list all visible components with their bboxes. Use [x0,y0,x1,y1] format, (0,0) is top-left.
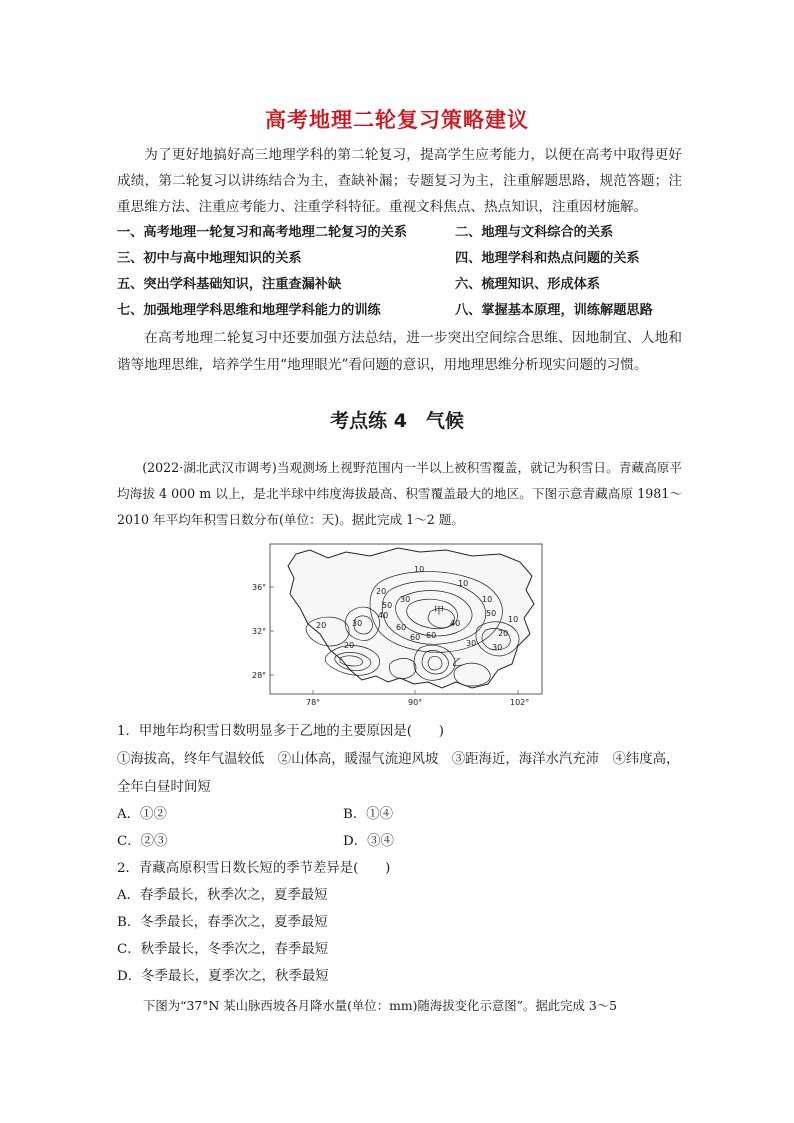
relations-row [117,298,682,324]
contour-label: 20 [316,621,327,630]
contour-label: 60 [426,631,437,640]
contour-label: 40 [450,619,461,628]
relation-item: 三、初中与高中地理知识的关系 [117,251,302,266]
lat-label: 32° [252,627,267,636]
contour-label: 40 [378,611,389,620]
intro-paragraph: 为了更好地搞好高三地理学科的第二轮复习，提高学生应考能力，以便在高考中取得更好成绩，第二轮复习以讲练结合为主，查缺补漏；专题复习为主，注重解题思路，规范答题；注重思维方法、注重应考能力、注重学科特征。重视文科焦点、热点知识，注重因材施解。 [117,147,682,215]
contour-label: 10 [482,595,493,604]
contour-label: 50 [486,609,497,618]
lon-label: 90° [408,698,423,707]
relation-item: 四、地理学科和热点问题的关系 [455,251,640,266]
question-1-statements: ①海拔高，终年气温较低 ②山体高，暖湿气流迎风坡 ③距海近，海洋水汽充沛 ④纬度高，全年白昼时间短 [117,752,680,795]
closing-paragraph: 在高考地理二轮复习中还要加强方法总结，进一步突出空间综合思维、因地制宜、人地和谐等地理思维，培养学生用“地理眼光”看问题的意识，用地理思维分析现实问题的习惯。 [117,330,682,373]
lat-label: 28° [252,671,267,680]
contour-label: 30 [466,639,477,648]
relations-row [117,220,682,246]
contour-label: 50 [382,601,393,610]
relation-item: 七、加强地理学科思维和地理学科能力的训练 [117,303,381,318]
section-title: 考点练 4 气候 [330,410,464,432]
contour-label: 20 [376,587,387,596]
contour-label: 10 [508,615,519,624]
contour-label: 30 [352,619,363,628]
question-2-stem: 2．青藏高原积雪日数长短的季节差异是( ) [117,861,391,876]
relation-item: 五、突出学科基础知识，注重查漏补缺 [117,277,342,292]
contour-label: 60 [410,633,421,642]
contour-label: 30 [400,595,411,604]
contour-label: 10 [414,565,425,574]
option-d[interactable]: D．冬季最长，夏季次之，秋季最短 [117,969,329,984]
document-title: 高考地理二轮复习策略建议 [265,108,529,132]
question-passage: (2022·湖北武汉市调考)当观测场上视野范围内一半以上被积雪覆盖，就记为积雪日。青藏高原平均海拔 4 000 m 以上，是北半球中纬度海拔最高、积雪覆盖最大的地区。下图示意青藏高原 1981～2010 年平均年积雪日数分布(单位：天)。据此完成 1～2 题。 [117,460,682,527]
lon-label: 78° [306,698,321,707]
contour-label: 60 [396,623,407,632]
option-a[interactable]: A．春季最长，秋季次之，夏季最短 [117,888,328,903]
relations-list [117,220,682,324]
plateau-outline [288,548,534,688]
lat-label: 36° [252,583,267,592]
contour-label: 20 [344,641,355,650]
place-label-yi: 乙 [452,658,462,669]
contour-label: 30 [492,643,503,652]
place-label-jia: 甲 [434,606,444,617]
relation-item: 八、掌握基本原理，训练解题思路 [455,303,653,318]
question-1-options-row [117,828,682,856]
relation-item: 六、梳理知识、形成体系 [455,277,601,292]
relations-row [117,246,682,272]
option-b[interactable]: B．①④ [343,807,394,822]
option-c[interactable]: C．秋季最长，冬季次之，春季最短 [117,942,329,957]
lon-label: 102° [510,698,530,707]
relations-row [117,272,682,298]
snow-days-contour-map [250,542,545,740]
question-1-stem: 1．甲地年均积雪日数明显多于乙地的主要原因是( ) [117,724,444,739]
question-1-options-row [117,801,682,829]
relation-item: 一、高考地理一轮复习和高考地理二轮复习的关系 [117,225,408,240]
relation-item: 二、地理与文科综合的关系 [455,225,614,240]
contour-label: 10 [458,579,469,588]
option-b[interactable]: B．冬季最长，春季次之，夏季最短 [117,915,328,930]
contour-label: 20 [498,629,509,638]
option-c[interactable]: C．②③ [117,834,168,849]
option-d[interactable]: D．③④ [343,834,394,849]
next-question-intro: 下图为“37°N 某山脉西坡各月降水量(单位：mm)随海拔变化示意图”。据此完成 3～5 [143,998,618,1013]
option-a[interactable]: A．①② [117,807,167,822]
